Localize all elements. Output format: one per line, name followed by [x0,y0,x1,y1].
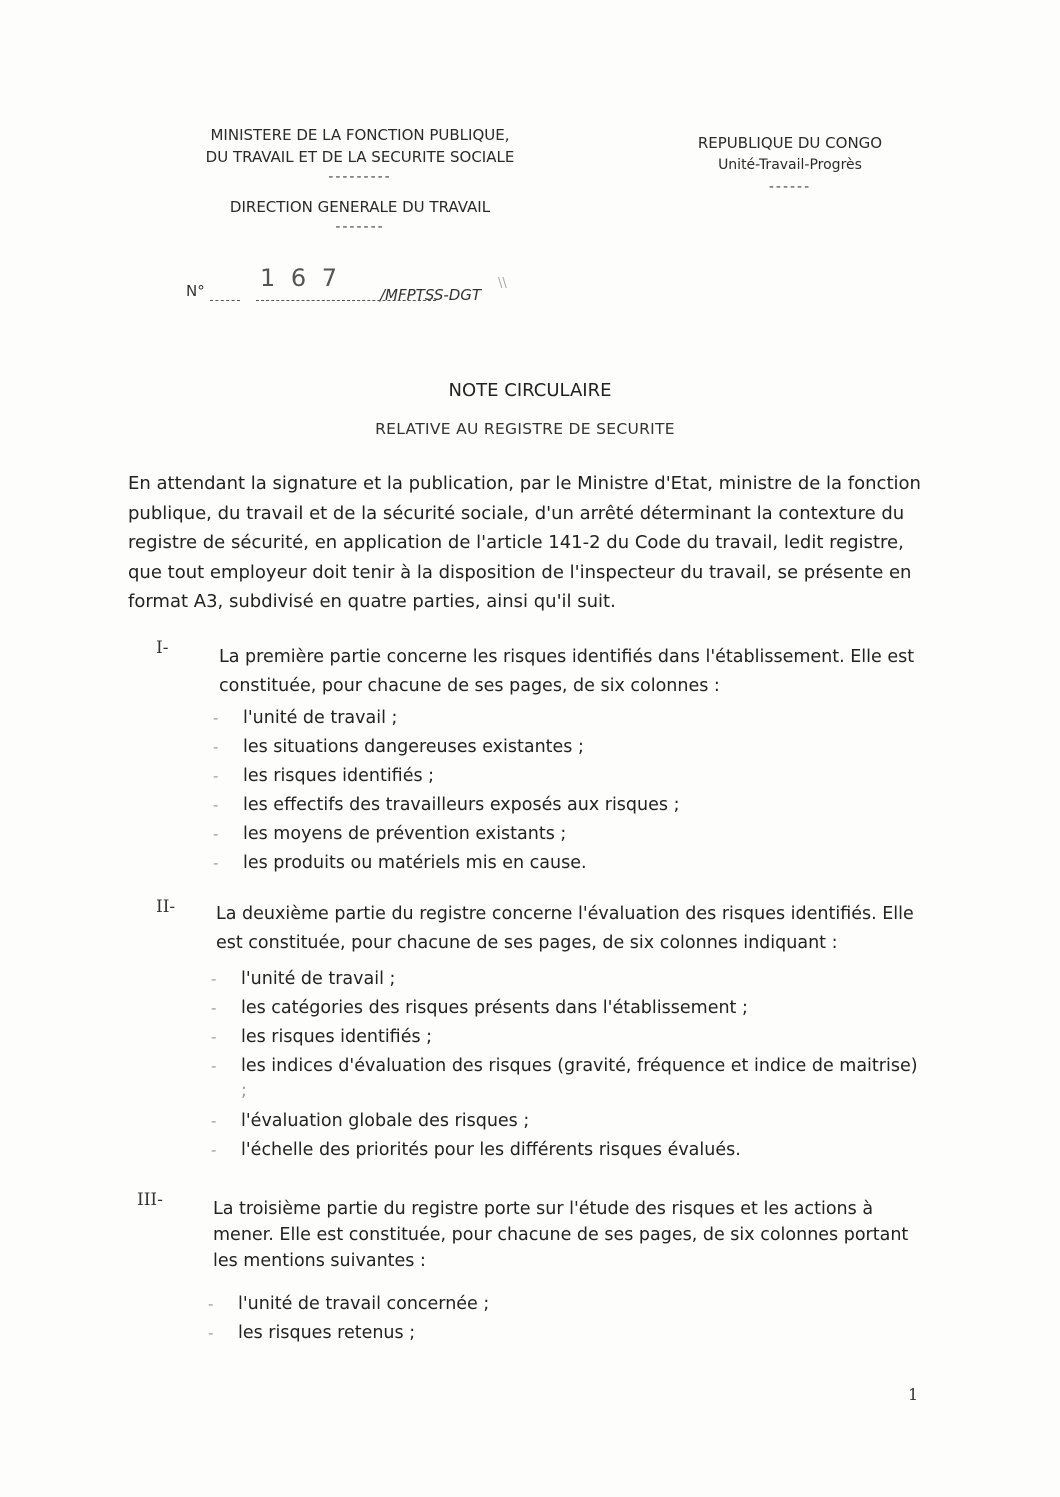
section-2-line: est constituée, pour chacune de ses pages, de six colonnes indiquant : [216,933,838,953]
section-1-list [213,704,933,878]
intro-paragraph [128,469,922,617]
country-separator: ------ [768,179,812,195]
country-name: REPUBLIQUE DU CONGO [697,134,883,152]
list-item: - les risques retenus ; [208,1323,416,1343]
section-1-text [219,643,939,701]
list-item: - les situations dangereuses existantes ; [213,737,584,757]
list-item: - l'échelle des priorités pour les différents risques évalués. [211,1140,741,1160]
reference-prefix: N° [186,282,205,300]
reference-line [186,264,546,304]
list-item: - les risques identifiés ; [211,1027,433,1047]
intro-line: que tout employeur doit tenir à la disposition de l'inspecteur du travail, se présente en [128,561,912,583]
ministry-header [160,124,560,234]
intro-line: registre de sécurité, en application de l'article 141-2 du Code du travail, ledit registre, [128,532,904,553]
list-item: - les produits ou matériels mis en cause. [213,853,587,873]
section-2-list [211,965,931,1165]
section-3-text [213,1196,935,1274]
list-item: - les moyens de prévention existants ; [213,824,567,844]
ministry-separator: --------- [328,169,392,185]
document-title: NOTE CIRCULAIRE [448,380,612,401]
section-3-line: La troisième partie du registre porte sur l'étude des risques et les actions à [213,1199,874,1219]
intro-line: format A3, subdivisé en quatre parties, ainsi qu'il suit. [128,591,616,612]
intro-line: En attendant la signature et la publication, par le Ministre d'Etat, ministre de la fonction [128,473,921,494]
list-item: - les effectifs des travailleurs exposés aux risques ; [213,795,680,815]
list-item: - les risques identifiés ; [213,766,435,786]
reference-suffix: /MFPTSS-DGT [380,286,482,304]
page-number: 1 [908,1385,919,1404]
direction-name: DIRECTION GENERALE DU TRAVAIL [229,198,491,216]
list-item: - l'évaluation globale des risques ; [211,1111,530,1131]
section-2-line: La deuxième partie du registre concerne l'évaluation des risques identifiés. Elle [216,904,914,924]
section-1-number: I- [156,638,169,658]
list-item-continuation: ; [241,1081,247,1101]
reference-number: 1 6 7 [260,264,342,292]
section-3-list [208,1290,928,1348]
list-item: - les indices d'évaluation des risques (gravité, fréquence et indice de maitrise) [211,1056,918,1076]
list-item: - les catégories des risques présents dans l'établissement ; [211,998,748,1018]
section-3-line: les mentions suivantes : [213,1251,426,1271]
ministry-line-1: MINISTERE DE LA FONCTION PUBLIQUE, [210,126,510,144]
document-subtitle: RELATIVE AU REGISTRE DE SECURITE [375,420,675,438]
list-item: - l'unité de travail concernée ; [208,1294,490,1314]
list-item: - l'unité de travail ; [213,708,398,728]
direction-separator: ------- [335,219,385,235]
section-2-text [216,900,936,958]
section-3-number: III- [137,1190,163,1210]
section-2-number: II- [156,897,176,917]
country-header [640,132,940,194]
list-item: - l'unité de travail ; [211,969,396,989]
section-1-line: constituée, pour chacune de ses pages, de six colonnes : [219,676,720,696]
intro-line: publique, du travail et de la sécurité sociale, d'un arrêté déterminant la contexture du [128,502,905,524]
section-3-line: mener. Elle est constituée, pour chacune de ses pages, de six colonnes portant [213,1225,909,1245]
handwritten-annotation: \\ [498,276,507,291]
ministry-line-2: DU TRAVAIL ET DE LA SECURITE SOCIALE [205,148,515,166]
country-motto: Unité-Travail-Progrès [718,157,862,173]
section-1-line: La première partie concerne les risques identifiés dans l'établissement. Elle est [219,647,915,667]
